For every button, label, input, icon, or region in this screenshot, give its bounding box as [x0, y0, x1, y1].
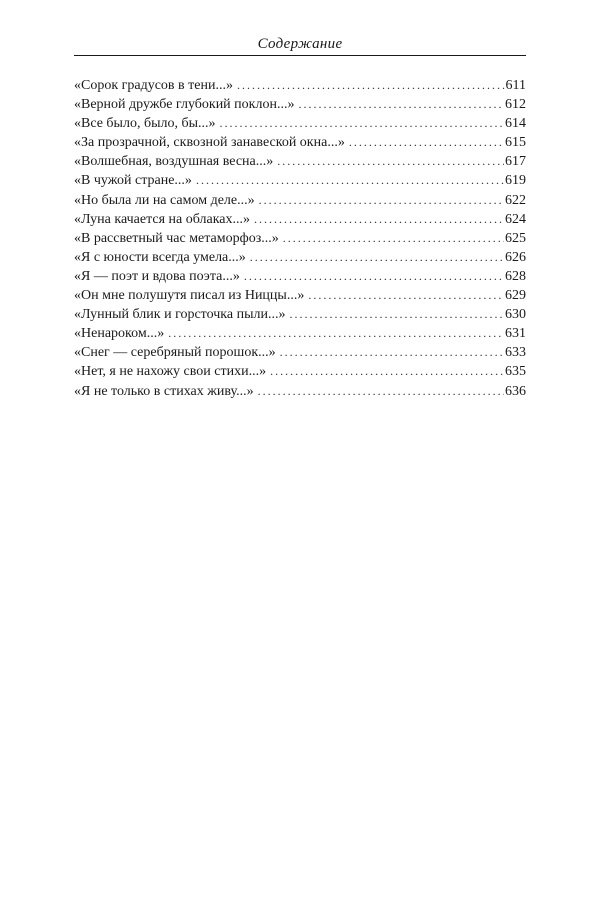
toc-entry — [74, 324, 526, 343]
dot-leader — [168, 324, 504, 343]
dot-leader — [254, 210, 504, 229]
toc-entry-page-number: 629 — [505, 288, 526, 304]
dot-leader — [298, 95, 504, 114]
toc-entry — [74, 248, 526, 267]
toc-entry-title: «Снег — серебряный порошок...» — [74, 345, 276, 361]
dot-leader — [220, 114, 505, 133]
toc-entry — [74, 171, 526, 190]
toc-entry-title: «Он мне полушутя писал из Ниццы...» — [74, 288, 305, 304]
toc-entry — [74, 343, 526, 362]
toc-entry-page-number: 611 — [505, 78, 526, 93]
toc-entry-page-number: 612 — [505, 97, 526, 113]
dot-leader — [250, 248, 504, 267]
dot-leader — [258, 382, 504, 401]
toc-entry-page-number: 619 — [505, 173, 526, 189]
toc-entry — [74, 152, 526, 171]
toc-entry-title: «Волшебная, воздушная весна...» — [74, 154, 274, 170]
toc-entry-page-number: 625 — [505, 230, 526, 246]
toc-entry-page-number: 626 — [505, 249, 526, 265]
toc-entry — [74, 305, 526, 324]
dot-leader — [280, 343, 504, 362]
toc-entry-page-number: 636 — [505, 383, 526, 399]
toc-entry-title: «Луна качается на облаках...» — [74, 211, 250, 227]
toc-entry-page-number: 635 — [505, 364, 526, 380]
toc-entry-page-number: 633 — [505, 345, 526, 361]
toc-entry-page-number: 622 — [505, 192, 526, 208]
toc-entry-title: «Нет, я не нахожу свои стихи...» — [74, 364, 267, 380]
toc-entry — [74, 95, 526, 114]
dot-leader — [349, 133, 504, 152]
toc-entry-title: «За прозрачной, сквозной занавеской окна...» — [74, 135, 345, 151]
toc-entry — [74, 229, 526, 248]
toc-entry-page-number: 615 — [505, 135, 526, 151]
toc-entry-title: «Я не только в стихах живу...» — [74, 383, 254, 399]
dot-leader — [196, 171, 504, 190]
dot-leader — [270, 362, 504, 381]
toc-entry — [74, 191, 526, 210]
dot-leader — [289, 305, 504, 324]
toc-entry-title: «Сорок градусов в тени...» — [74, 78, 233, 93]
table-of-contents — [74, 76, 526, 401]
toc-entry — [74, 210, 526, 229]
toc-entry-page-number: 617 — [505, 154, 526, 170]
toc-entry-page-number: 631 — [505, 326, 526, 342]
toc-entry — [74, 382, 526, 401]
toc-entry-page-number: 628 — [505, 268, 526, 284]
toc-entry-title: «В чужой стране...» — [74, 173, 192, 189]
dot-leader — [283, 229, 504, 248]
toc-entry — [74, 362, 526, 381]
toc-entry-title: «Все было, было, бы...» — [74, 116, 216, 132]
dot-leader — [277, 152, 504, 171]
toc-entry-page-number: 630 — [505, 307, 526, 323]
toc-entry-page-number: 614 — [505, 116, 526, 132]
dot-leader — [308, 286, 504, 305]
toc-entry-title: «Я с юности всегда умела...» — [74, 249, 246, 265]
toc-entry-title: «В рассветный час метаморфоз...» — [74, 230, 279, 246]
running-head-title: Содержание — [257, 36, 343, 52]
dot-leader — [237, 76, 505, 95]
toc-entry — [74, 286, 526, 305]
toc-entry — [74, 76, 526, 95]
toc-entry — [74, 267, 526, 286]
toc-entry-page-number: 624 — [505, 211, 526, 227]
toc-entry-title: «Но была ли на самом деле...» — [74, 192, 255, 208]
toc-entry — [74, 133, 526, 152]
dot-leader — [244, 267, 504, 286]
toc-entry — [74, 114, 526, 133]
toc-entry-title: «Ненароком...» — [74, 326, 165, 342]
toc-entry-title: «Лунный блик и горсточка пыли...» — [74, 307, 286, 323]
header-rule — [74, 55, 526, 56]
dot-leader — [259, 191, 504, 210]
toc-entry-title: «Верной дружбе глубокий поклон...» — [74, 97, 295, 113]
toc-entry-title: «Я — поэт и вдова поэта...» — [74, 268, 240, 284]
